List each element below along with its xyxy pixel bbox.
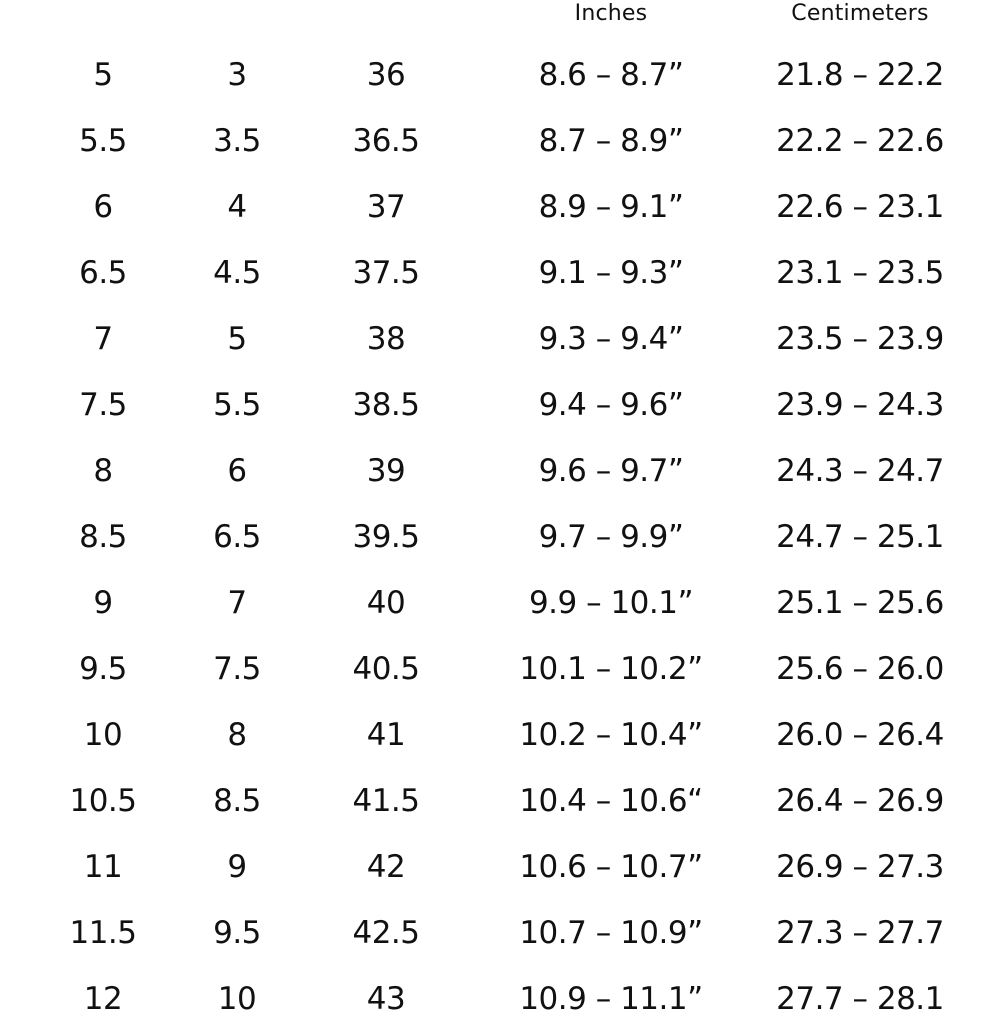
eu-size-cell: 36.5 [352, 123, 420, 159]
centimeters-range-cell: 23.5 – 23.9 [776, 321, 944, 357]
centimeters-range-cell: 27.3 – 27.7 [776, 915, 944, 951]
eu-size-cell: 41.5 [352, 783, 420, 819]
eu-size-cell: 41 [366, 717, 406, 753]
eu-size-cell: 42 [366, 849, 406, 885]
table-row [0, 702, 1000, 768]
table-row [0, 636, 1000, 702]
table-row [0, 768, 1000, 834]
inches-range-cell: 10.4 – 10.6“ [519, 783, 703, 819]
centimeters-range-cell: 26.9 – 27.3 [776, 849, 944, 885]
table-row [0, 42, 1000, 108]
eu-size-cell: 40.5 [352, 651, 420, 687]
eu-size-cell: 38 [366, 321, 406, 357]
us-womens-size-cell: 8 [227, 717, 247, 753]
centimeters-range-cell: 23.9 – 24.3 [776, 387, 944, 423]
us-mens-size-cell: 6.5 [79, 255, 127, 291]
inches-range-cell: 8.6 – 8.7” [538, 57, 684, 93]
table-row [0, 834, 1000, 900]
us-womens-size-cell: 10 [217, 981, 257, 1017]
table-row [0, 438, 1000, 504]
inches-range-cell: 8.9 – 9.1” [538, 189, 684, 225]
eu-size-cell: 36 [366, 57, 406, 93]
centimeters-range-cell: 26.0 – 26.4 [776, 717, 944, 753]
centimeters-range-cell: 26.4 – 26.9 [776, 783, 944, 819]
inches-range-cell: 9.6 – 9.7” [538, 453, 684, 489]
us-mens-size-cell: 7.5 [79, 387, 127, 423]
us-mens-size-cell: 5 [93, 57, 113, 93]
inches-range-cell: 9.4 – 9.6” [538, 387, 684, 423]
eu-size-cell: 42.5 [352, 915, 420, 951]
eu-size-cell: 39.5 [352, 519, 420, 555]
us-womens-size-cell: 9 [227, 849, 247, 885]
us-mens-size-cell: 6 [93, 189, 113, 225]
inches-range-cell: 10.6 – 10.7” [519, 849, 703, 885]
inches-range-cell: 10.7 – 10.9” [519, 915, 703, 951]
inches-range-cell: 9.1 – 9.3” [538, 255, 684, 291]
centimeters-range-cell: 25.6 – 26.0 [776, 651, 944, 687]
us-mens-size-cell: 8 [93, 453, 113, 489]
centimeters-range-cell: 24.3 – 24.7 [776, 453, 944, 489]
us-womens-size-cell: 3.5 [213, 123, 261, 159]
table-row [0, 174, 1000, 240]
us-mens-size-cell: 9 [93, 585, 113, 621]
us-womens-size-cell: 5 [227, 321, 247, 357]
us-womens-size-cell: 3 [227, 57, 247, 93]
us-womens-size-cell: 5.5 [213, 387, 261, 423]
centimeters-range-cell: 22.2 – 22.6 [776, 123, 944, 159]
table-row [0, 570, 1000, 636]
table-row [0, 108, 1000, 174]
inches-range-cell: 10.9 – 11.1” [519, 981, 703, 1017]
centimeters-range-cell: 27.7 – 28.1 [776, 981, 944, 1017]
us-mens-size-cell: 10.5 [69, 783, 137, 819]
inches-range-cell: 9.3 – 9.4” [538, 321, 684, 357]
table-row [0, 306, 1000, 372]
us-mens-size-cell: 8.5 [79, 519, 127, 555]
us-womens-size-cell: 6 [227, 453, 247, 489]
us-mens-size-cell: 11.5 [69, 915, 137, 951]
us-womens-size-cell: 6.5 [213, 519, 261, 555]
us-womens-size-cell: 9.5 [213, 915, 261, 951]
inches-range-cell: 10.1 – 10.2” [519, 651, 703, 687]
eu-size-cell: 37 [366, 189, 406, 225]
eu-size-cell: 38.5 [352, 387, 420, 423]
us-mens-size-cell: 5.5 [79, 123, 127, 159]
us-mens-size-cell: 7 [93, 321, 113, 357]
us-mens-size-cell: 9.5 [79, 651, 127, 687]
table-row [0, 900, 1000, 966]
us-womens-size-cell: 4 [227, 189, 247, 225]
us-mens-size-cell: 11 [83, 849, 123, 885]
centimeters-range-cell: 21.8 – 22.2 [776, 57, 944, 93]
centimeters-range-cell: 25.1 – 25.6 [776, 585, 944, 621]
eu-size-cell: 40 [366, 585, 406, 621]
us-mens-size-cell: 12 [83, 981, 123, 1017]
eu-size-cell: 39 [366, 453, 406, 489]
table-row [0, 504, 1000, 570]
centimeters-range-cell: 23.1 – 23.5 [776, 255, 944, 291]
header-centimeters: Centimeters [791, 1, 929, 26]
header-inches: Inches [574, 1, 648, 26]
us-womens-size-cell: 8.5 [213, 783, 261, 819]
table-row [0, 372, 1000, 438]
us-womens-size-cell: 7 [227, 585, 247, 621]
eu-size-cell: 37.5 [352, 255, 420, 291]
inches-range-cell: 9.7 – 9.9” [538, 519, 684, 555]
us-mens-size-cell: 10 [83, 717, 123, 753]
table-row [0, 966, 1000, 1032]
table-row [0, 240, 1000, 306]
us-womens-size-cell: 7.5 [213, 651, 261, 687]
us-womens-size-cell: 4.5 [213, 255, 261, 291]
eu-size-cell: 43 [366, 981, 406, 1017]
inches-range-cell: 8.7 – 8.9” [538, 123, 684, 159]
centimeters-range-cell: 22.6 – 23.1 [776, 189, 944, 225]
inches-range-cell: 9.9 – 10.1” [528, 585, 694, 621]
inches-range-cell: 10.2 – 10.4” [519, 717, 703, 753]
centimeters-range-cell: 24.7 – 25.1 [776, 519, 944, 555]
